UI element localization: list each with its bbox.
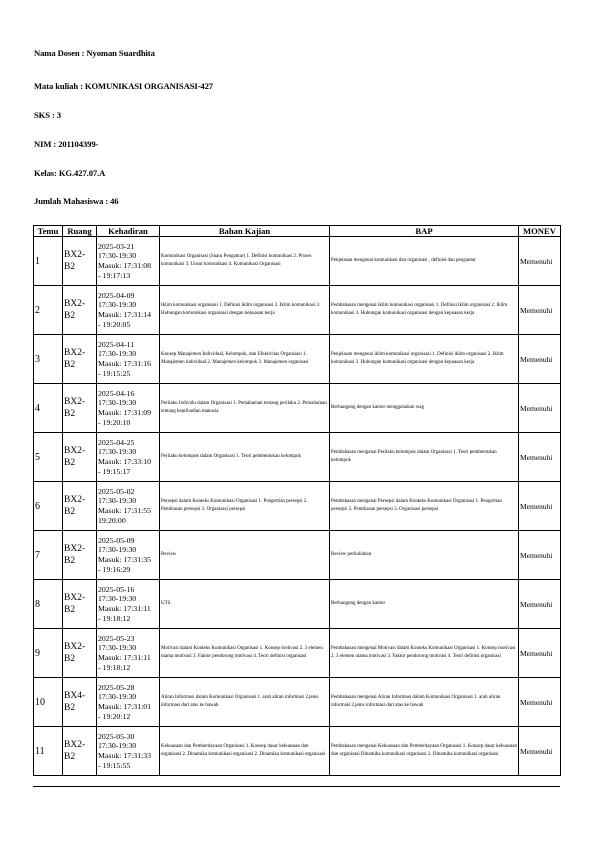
attendance-line: - 19:20:05: [98, 319, 131, 329]
material-cell: Perilaku Individu dalam Organisasi 1. Pemahaman tentang perilaku 2. Pemahaman tentang kepribadian manusia: [160, 384, 330, 433]
attendance-cell: [97, 482, 160, 531]
room-cell: [63, 384, 97, 433]
attendance-cell: [97, 384, 160, 433]
attendance-line: Masuk: 17:31:09: [98, 408, 152, 417]
room-cell: [63, 629, 97, 678]
attendance-line: 17:30-19:30: [98, 300, 137, 310]
room-line: B2: [64, 311, 76, 321]
table-row: [34, 286, 561, 335]
attendance-line: - 19:20:10: [98, 417, 131, 427]
attendance-line: - 19:18:12: [98, 662, 131, 672]
monev-cell: Memenuhi: [519, 531, 561, 580]
bap-cell: Berhangung dengan kantor menggunakan wag: [330, 384, 519, 433]
room-line: B2: [64, 654, 76, 664]
attendance-line: 17:30-19:30: [98, 692, 137, 702]
material-cell: Review: [160, 531, 330, 580]
attendance-line: Masuk: 17:33:10: [98, 457, 152, 466]
attendance-line: Masuk: 17:31:01: [98, 702, 152, 711]
bap-cell: Review perkuliahan: [330, 531, 519, 580]
table-header-row: [34, 226, 561, 237]
attendance-line: 17:30-19:30: [98, 594, 137, 604]
monev-cell: Memenuhi: [519, 678, 561, 727]
attendance-cell: [97, 629, 160, 678]
room-line: BX2-: [64, 495, 86, 505]
meeting-number: 1: [34, 237, 63, 286]
room-line: BX2-: [64, 740, 86, 750]
attendance-line: - 19:15:25: [98, 368, 131, 378]
header-bap: BAP: [330, 226, 519, 237]
bap-cell: Pembahasan mengenai iklim komunikasi organisasi 1. Definisi iklim organisasi 2. Iklim komunikasi 3. Hubungan komunikasi organisasi dengan kepuasan kerja: [330, 286, 519, 335]
teaching-log-table: [33, 225, 561, 776]
meeting-number: 8: [34, 580, 63, 629]
attendance-line: 2025-05-28: [98, 682, 135, 692]
table-row: [34, 482, 561, 531]
room-line: B2: [64, 752, 76, 762]
bap-cell: Pembahasan mengenai Perilaku kelompok dalam Organisasi 1. Teori pembentukan kelompok: [330, 433, 519, 482]
bap-cell: Pembahasan mengenai Kekuasaan dan Pemberdayaan Organisasi 1. Konsep dasar kekuasaan dan organisasi Dinamika komunikasi organisasi 2. Dinamika komunikasi organisasi: [330, 727, 519, 776]
attendance-line: 2025-05-09: [98, 535, 135, 545]
room-line: B2: [64, 507, 76, 517]
table-row: [34, 727, 561, 776]
table-row: [34, 580, 561, 629]
header-monev: MONEV: [519, 226, 561, 237]
attendance-line: 2025-05-30: [98, 731, 135, 741]
table-row: [34, 335, 561, 384]
monev-cell: Memenuhi: [519, 433, 561, 482]
attendance-line: 17:30-19:30: [98, 496, 137, 506]
room-cell: [63, 727, 97, 776]
meeting-number: 7: [34, 531, 63, 580]
room-line: BX2-: [64, 593, 86, 603]
meeting-number: 3: [34, 335, 63, 384]
attendance-line: 17:30-19:30: [98, 741, 137, 751]
room-line: BX2-: [64, 642, 86, 652]
room-line: B2: [64, 556, 76, 566]
material-cell: Kekuasaan dan Pemberdayaan Organisasi 1. Konsep dasar kekuasaan dan organisasi 2. Dinamika komunikasi organisasi 2. Dinamika komunikasi organisasi: [160, 727, 330, 776]
bap-cell: Pembahasan mengenai Motivasi dalam Konteks Komunikasi Organisasi 1. Konsep motivasi 2. 3 elemen utama motivasi 3. Faktor pendorong motivasi 4. Teori definisi organisasi: [330, 629, 519, 678]
attendance-line: - 19:20:12: [98, 711, 131, 721]
room-line: B2: [64, 703, 76, 713]
meeting-number: 9: [34, 629, 63, 678]
header-meeting: Temu: [34, 226, 63, 237]
room-line: B2: [64, 605, 76, 615]
attendance-line: - 19:17:13: [98, 270, 131, 280]
attendance-line: 17:30-19:30: [98, 545, 137, 555]
attendance-cell: [97, 678, 160, 727]
table-row: [34, 433, 561, 482]
monev-cell: Memenuhi: [519, 482, 561, 531]
room-cell: [63, 482, 97, 531]
header-material: Bahan Kajian: [160, 226, 330, 237]
attendance-line: 17:30-19:30: [98, 398, 137, 408]
attendance-cell: [97, 237, 160, 286]
attendance-line: 17:30-19:30: [98, 447, 137, 457]
room-line: BX2-: [64, 250, 86, 260]
lecturer-id: NIM : 201104399-: [34, 139, 99, 149]
monev-cell: Memenuhi: [519, 286, 561, 335]
header-room: Ruang: [63, 226, 97, 237]
room-line: B2: [64, 262, 76, 272]
attendance-line: Masuk: 17:31:14: [98, 310, 152, 319]
attendance-cell: [97, 433, 160, 482]
attendance-cell: [97, 531, 160, 580]
room-line: BX2-: [64, 299, 86, 309]
table-row: [34, 531, 561, 580]
attendance-line: - 19:15:17: [98, 466, 131, 476]
attendance-line: 2025-03-21: [98, 241, 135, 251]
attendance-line: Masuk: 17:31:11: [98, 604, 151, 613]
attendance-line: Masuk: 17:31:11: [98, 653, 151, 662]
course-name: Mata kuliah : KOMUNIKASI ORGANISASI-427: [34, 81, 213, 91]
table-row: [34, 678, 561, 727]
material-cell: Konsep Manajemen Individual, Kelompok, dan Efektivitas Organisasi 1. Manajemen individual 2. Manajemen kelompok 3. Manajemen organisasi: [160, 335, 330, 384]
material-cell: Iklim komunikasi organisasi 1. Definisi iklim organisasi 2. Iklim komunikasi 3. Hubungan komunikasi organisasi dengan kepuasan kerja: [160, 286, 330, 335]
table-row: [34, 237, 561, 286]
bottom-rule: [33, 786, 560, 787]
attendance-cell: [97, 286, 160, 335]
attendance-line: 2025-05-16: [98, 584, 135, 594]
meeting-number: 2: [34, 286, 63, 335]
monev-cell: Memenuhi: [519, 629, 561, 678]
bap-cell: Penjelasan mengenai komunikasi dan organisasi , definisi dan pengantar: [330, 237, 519, 286]
attendance-line: 2025-04-11: [98, 339, 135, 349]
credit-units: SKS : 3: [34, 110, 61, 120]
attendance-line: 2025-04-16: [98, 388, 135, 398]
meeting-number: 10: [34, 678, 63, 727]
room-line: B2: [64, 360, 76, 370]
attendance-cell: [97, 580, 160, 629]
material-cell: Perilaku kelompok dalam Organisasi 1. Teori pembentukan kelompok: [160, 433, 330, 482]
monev-cell: Memenuhi: [519, 384, 561, 433]
room-line: BX2-: [64, 348, 86, 358]
material-cell: Aliran Informasi dalam Komunikasi Organisasi 1. arah aliran informasi 2.jenis informasi dari atas ke bawah: [160, 678, 330, 727]
attendance-line: Masuk: 17:31:16: [98, 359, 152, 368]
material-cell: Persepsi dalam Konteks Komunikasi Organisasi 1. Pengertian persepsi 2. Pembiasan persepsi 3. Organisasi persepsi: [160, 482, 330, 531]
attendance-line: 2025-04-09: [98, 290, 135, 300]
meeting-number: 5: [34, 433, 63, 482]
room-line: BX2-: [64, 446, 86, 456]
monev-cell: Memenuhi: [519, 727, 561, 776]
class-code: Kelas: KG.427.07.A: [34, 168, 106, 178]
attendance-line: 17:30-19:30: [98, 643, 137, 653]
room-cell: [63, 286, 97, 335]
room-cell: [63, 678, 97, 727]
room-line: BX2-: [64, 544, 86, 554]
monev-cell: Memenuhi: [519, 335, 561, 384]
lecturer-name: Nama Dosen : Nyoman Suardhita: [34, 48, 155, 58]
attendance-line: Masuk: 17:31:55: [98, 506, 152, 515]
room-line: B2: [64, 458, 76, 468]
attendance-line: Masuk: 17:31:35: [98, 555, 152, 564]
attendance-cell: [97, 727, 160, 776]
meeting-number: 6: [34, 482, 63, 531]
attendance-line: Masuk: 17:31:08: [98, 261, 152, 270]
attendance-line: 2025-05-02: [98, 486, 135, 496]
attendance-cell: [97, 335, 160, 384]
room-cell: [63, 237, 97, 286]
room-cell: [63, 531, 97, 580]
monev-cell: Memenuhi: [519, 580, 561, 629]
student-count: Jumlah Mahasiswa : 46: [34, 196, 119, 206]
attendance-line: Masuk: 17:31:33: [98, 751, 152, 760]
room-line: BX2-: [64, 397, 86, 407]
bap-cell: Berhangung dengan kantor: [330, 580, 519, 629]
bap-cell: Penjelasan mengenai iklim komunikasi organisasi 1. Definisi iklim organisasi 2. Iklim komunikasi 3. Hubungan komunikasi organisasi dengan kepuasan kerja: [330, 335, 519, 384]
room-cell: [63, 433, 97, 482]
table-row: [34, 384, 561, 433]
attendance-line: 2025-04-25: [98, 437, 135, 447]
table-row: [34, 629, 561, 678]
room-cell: [63, 580, 97, 629]
header-attendance: Kehadiran: [97, 226, 160, 237]
room-cell: [63, 335, 97, 384]
table-body: [34, 237, 561, 776]
monev-cell: Memenuhi: [519, 237, 561, 286]
room-line: BX4-: [64, 691, 86, 701]
attendance-line: - 19:18:12: [98, 613, 131, 623]
bap-cell: Pembahasan mengenai Aliran Informasi dalam Komunikasi Organisasi 1. arah aliran informasi 2.jenis informasi dari atas ke bawah: [330, 678, 519, 727]
meeting-number: 11: [34, 727, 63, 776]
attendance-line: - 19:16:29: [98, 564, 131, 574]
material-cell: Komunikasi Organisasi (Suatu Pengantar) 1. Definisi komunikasi 2. Proses komunikasi 3. Unsur komunikasi 4. Komunikasi Organisasi: [160, 237, 330, 286]
material-cell: Motivasi dalam Konteks Komunikasi Organisasi 1. Konsep motivasi 2. 3 elemen utama motivasi 3. Faktor pendorong motivasi 4. Teori definisi organisasi: [160, 629, 330, 678]
bap-cell: Pembahasan mengenai Persepsi dalam Konteks Komunikasi Organisasi 1. Pengertian persepsi 2. Pembiasan persepsi 3. Organisasi persepsi: [330, 482, 519, 531]
attendance-line: 17:30-19:30: [98, 349, 137, 359]
meeting-number: 4: [34, 384, 63, 433]
attendance-line: 17:30-19:30: [98, 251, 137, 261]
room-line: B2: [64, 409, 76, 419]
attendance-line: 2025-05-23: [98, 633, 135, 643]
attendance-line: 19:20:00: [98, 515, 126, 525]
attendance-line: - 19:15:55: [98, 760, 131, 770]
material-cell: UTS: [160, 580, 330, 629]
